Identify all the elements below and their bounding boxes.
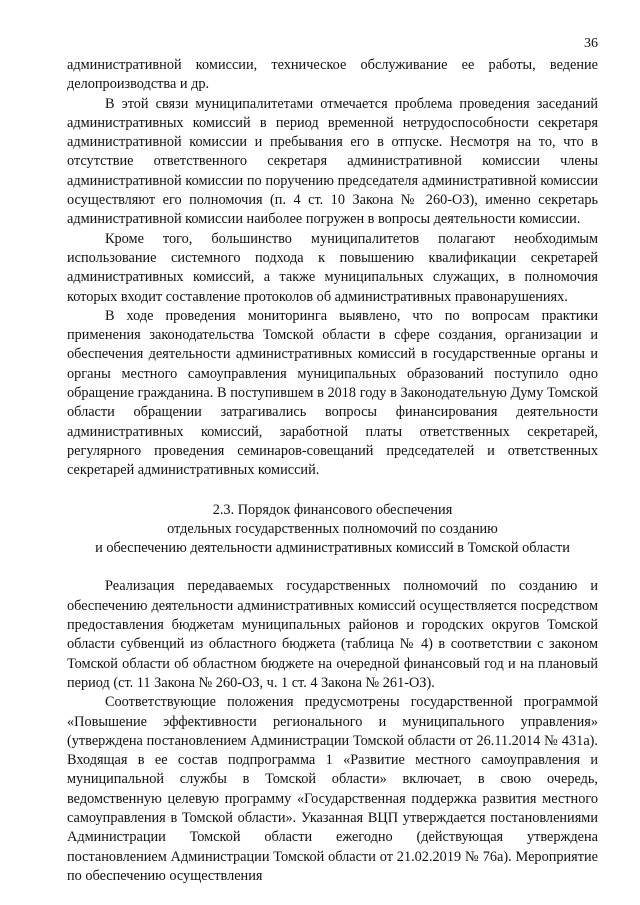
paragraph-secretary-absence: В этой связи муниципалитетами отмечается проблема проведения заседаний административных комиссий в период временной нетрудоспособности секретаря административной комиссии и пребывания его в отпуске. Несмотря на то, что в отсутствие ответственного секретаря административной комиссии члены административной комиссии по поручению председателя административной комиссии осуществляют его полномочия (п. 4 ст. 10 Закона № 260-ОЗ), именно секретарь административной комиссии наиболее погружен в вопросы деятельности комиссии. bbox=[67, 95, 598, 228]
document-body bbox=[67, 56, 598, 886]
section-heading-line-1: 2.3. Порядок финансового обеспечения bbox=[212, 501, 453, 518]
section-heading-line-3: и обеспечению деятельности административных комиссий в Томской области bbox=[95, 540, 570, 557]
paragraph-subventions: Реализация передаваемых государственных полномочий по созданию и обеспечению деятельности административных комиссий осуществляется посредством предоставления бюджетам муниципальных районов и городских округов Томской области субвенций из областного бюджета (таблица № 4) в соответствии с законом Томской области об областном бюджете на очередной финансовый год и на плановый период (ст. 11 Закона № 260-ОЗ, ч. 1 ст. 4 Закона № 261-ОЗ). bbox=[67, 578, 598, 691]
paragraph-continued: административной комиссии, техническое обслуживание ее работы, ведение делопроизводства и др. bbox=[67, 57, 598, 93]
paragraph-monitoring: В ходе проведения мониторинга выявлено, что по вопросам практики применения законодательства Томской области в сфере создания, организации и обеспечения деятельности административных комиссий в государственные органы и органы местного самоуправления муниципальных образований поступило одно обращение гражданина. В поступившем в 2018 году в Законодательную Думу Томской области обращении затрагивались вопросы финансирования деятельности административных комиссий, заработной платы ответственных секретарей, регулярного проведения семинаров-совещаний председателей и ответственных секретарей административных комиссий. bbox=[67, 307, 598, 479]
paragraph-qualification: Кроме того, большинство муниципалитетов полагают необходимым использование системного подхода к повышению квалификации секретарей административных комиссий, а также муниципальных служащих, в полномочия которых входит составление протоколов об административных правонарушениях. bbox=[67, 230, 598, 305]
section-heading-line-2: отдельных государственных полномочий по созданию bbox=[167, 520, 498, 537]
section-heading bbox=[67, 501, 598, 559]
page-number: 36 bbox=[584, 36, 598, 51]
paragraph-state-program: Соответствующие положения предусмотрены государственной программой «Повышение эффективности регионального и муниципального управления» (утверждена постановлением Администрации Томской области от 26.11.2014 № 431а). Входящая в ее состав подпрограмма 1 «Развитие местного самоуправления и муниципальной службы в Томской области» включает, в свою очередь, ведомственную целевую программу «Государственная поддержка развития местного самоуправления в Томской области». Указанная ВЦП утверждается постановлениями Администрации Томской области ежегодно (действующая утверждена постановлением Администрации Томской области от 21.02.2019 № 76а). Мероприятие по обеспечению осуществления bbox=[67, 694, 598, 884]
